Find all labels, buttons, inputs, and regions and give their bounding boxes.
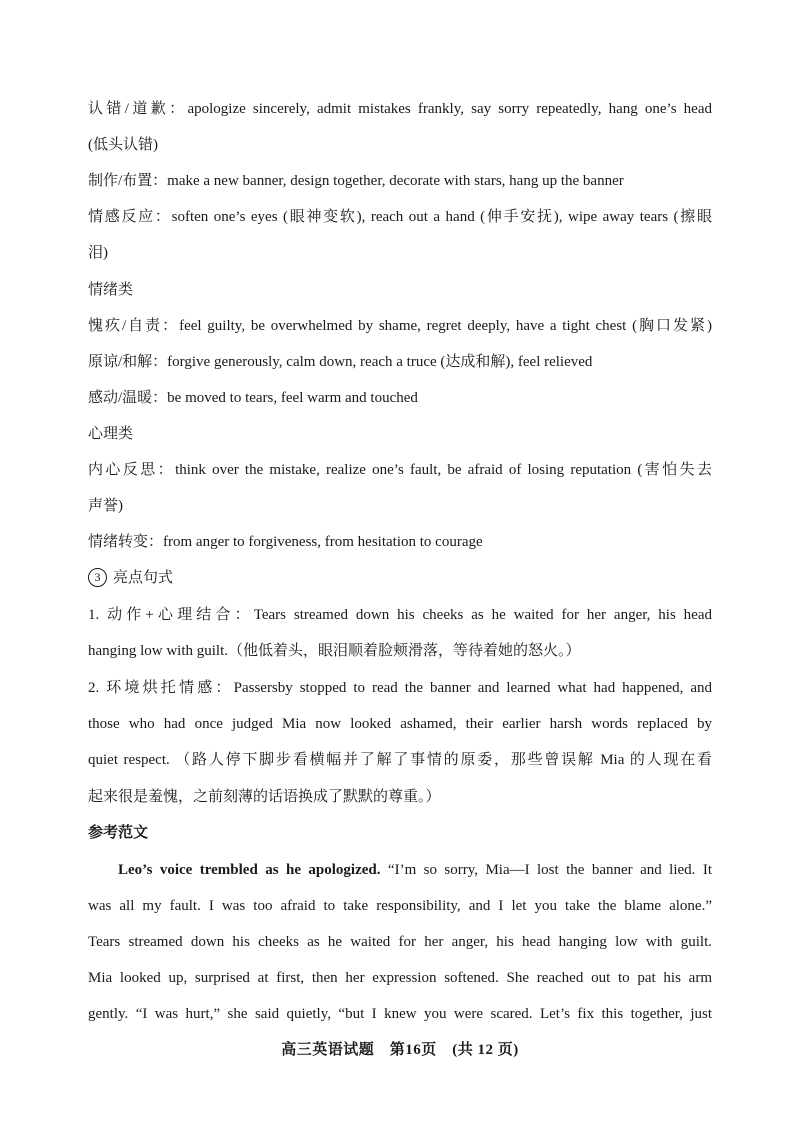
sample-essay-line-4: Mia looked up, surprised at first, then her expression softened. She reached out to pat his arm [88,970,712,986]
sample-essay-line-2: was all my fault. I was too afraid to take responsibility, and I let you take the blame alone.” [88,898,712,914]
vocab-apologize-line-cont: (低头认错) [88,137,158,153]
highlight-section-title: 亮点句式 [113,570,174,586]
page-footer: 高三英语试题 第16页 (共 12 页) [281,1042,519,1058]
vocab-apologize-line: 认错/道歉：apologize sincerely, admit mistakes frankly, say sorry repeatedly, hang one’s head [88,101,712,117]
sentence-2-line-2: those who had once judged Mia now looked ashamed, their earlier harsh words replaced by [88,716,712,732]
sample-essay-line-1-rest: “I’m so sorry, Mia—I lost the banner and lied. It [380,862,712,878]
vocab-reflection-line: 内心反思：think over the mistake, realize one’s fault, be afraid of losing reputation (害怕失去 [88,462,712,478]
sample-essay-line-1 [118,859,712,881]
vocab-reflection-line-cont: 声誉) [88,498,123,514]
vocab-reaction-line-cont: 泪) [88,245,108,261]
sample-essay-heading: 参考范文 [88,825,149,841]
vocab-moved-line: 感动/温暖：be moved to tears, feel warm and touched [88,390,418,406]
vocab-reaction-line: 情感反应：soften one’s eyes (眼神变软), reach out a hand (伸手安抚), wipe away tears (擦眼 [88,209,712,225]
sentence-2-line: 2. 环境烘托情感：Passersby stopped to read the banner and learned what had happened, and [88,680,712,696]
sample-essay-line-5: gently. “I was hurt,” she said quietly, “but I knew you were scared. Let’s fix this together, just [88,1006,712,1022]
sentence-2-line-4: 起来很是羞愧，之前刻薄的话语换成了默默的尊重。） [88,789,441,805]
sentence-1-line: 1. 动作+心理结合：Tears streamed down his cheeks as he waited for her anger, his head [88,607,712,623]
sentence-1-line-cont: hanging low with guilt.（他低着头，眼泪顺着脸颊滑落，等待着她的怒火。） [88,643,581,659]
vocab-shift-line: 情绪转变：from anger to forgiveness, from hesitation to courage [88,534,483,550]
highlight-section-heading [88,567,712,589]
emotion-category-heading: 情绪类 [88,282,134,298]
vocab-guilt-line: 愧疚/自责：feel guilty, be overwhelmed by shame, regret deeply, have a tight chest (胸口发紧) [88,318,712,334]
vocab-forgive-line: 原谅/和解：forgive generously, calm down, reach a truce (达成和解), feel relieved [88,354,593,370]
sentence-2-line-3: quiet respect. （路人停下脚步看横幅并了解了事情的原委，那些曾误解 Mia 的人现在看 [88,752,712,768]
circled-number-3: 3 [88,568,107,587]
sample-essay-topic-sentence: Leo’s voice trembled as he apologized. [118,862,381,878]
sample-essay-line-3: Tears streamed down his cheeks as he waited for her anger, his head hanging low with guilt. [88,934,712,950]
vocab-make-line: 制作/布置：make a new banner, design together, decorate with stars, hang up the banner [88,173,624,189]
psychology-category-heading: 心理类 [88,426,134,442]
